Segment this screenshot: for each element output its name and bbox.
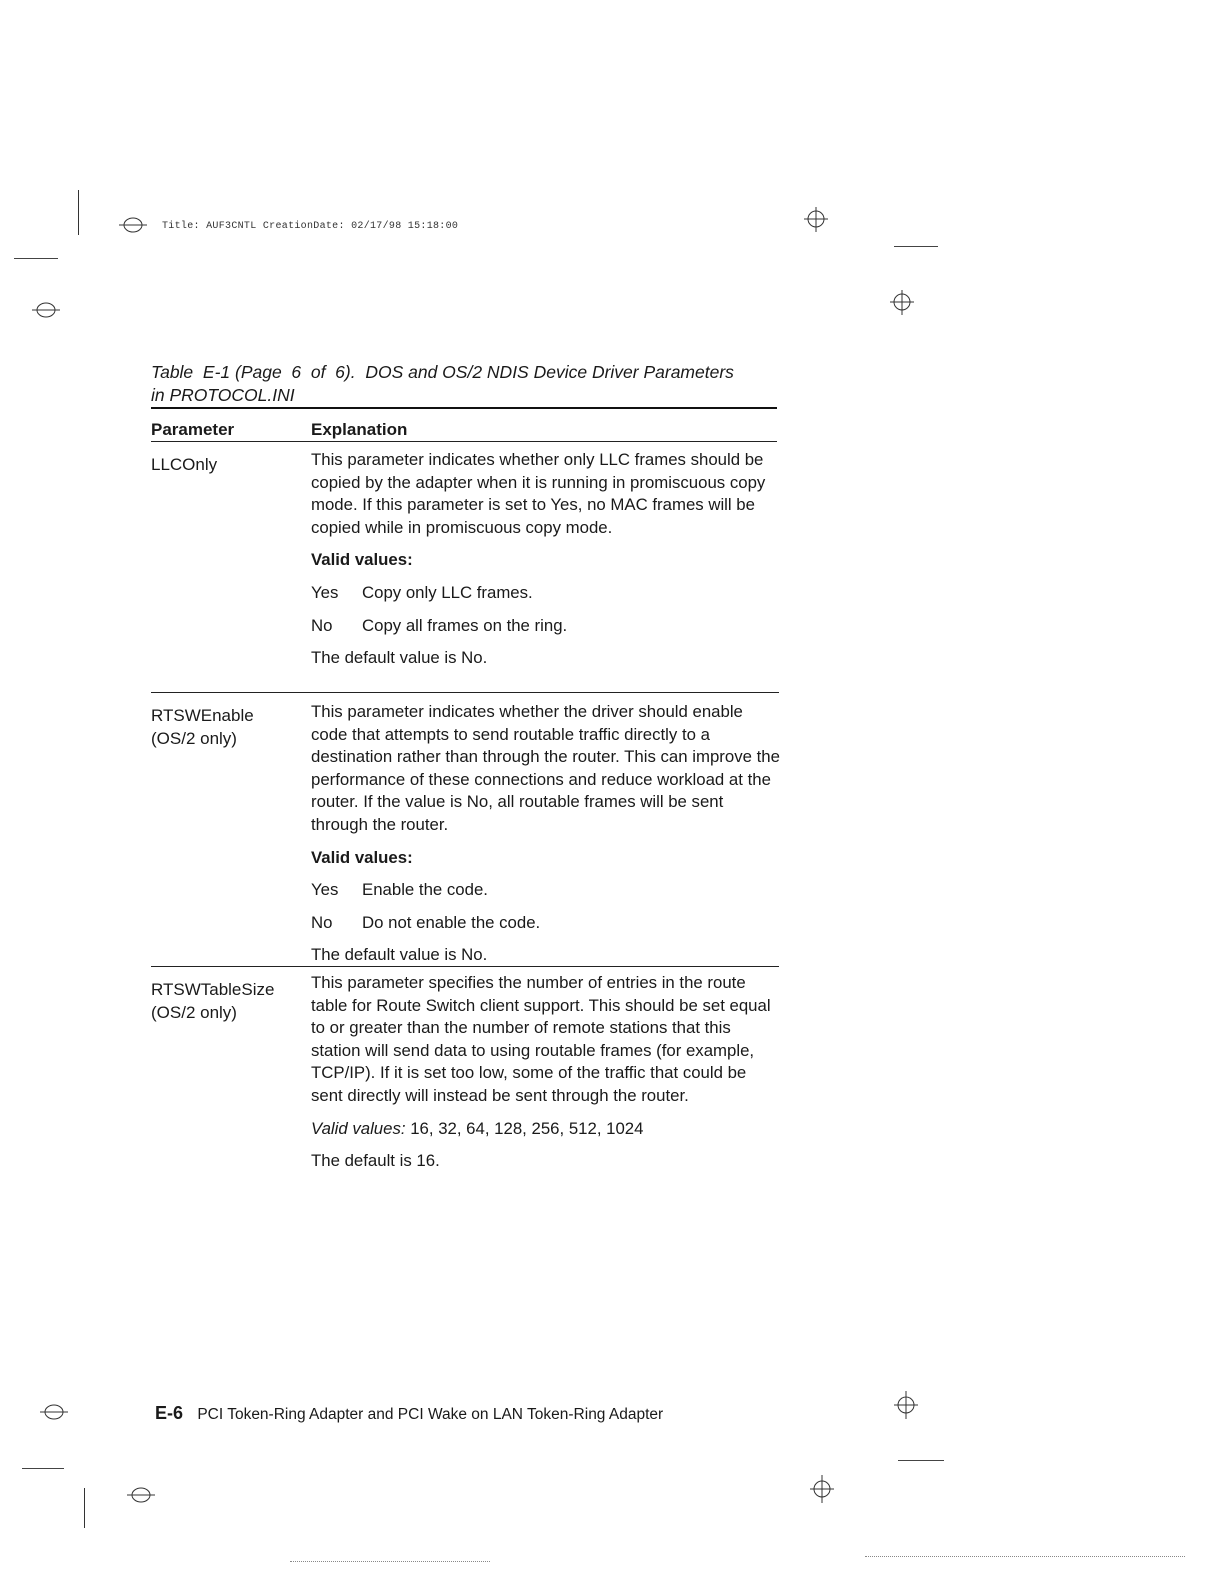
- param-description: This parameter specifies the number of entries in the route table for Route Switch client support. This should be set equal to or greater than the number of remote stations that this station will send data to using routable frames (for example, TCP/IP). If it is set too low, some of the traffic that could be sent directly will instead be sent through the router.: [311, 973, 771, 1105]
- param-description: This parameter indicates whether only LLC frames should be copied by the adapter when it is running in promiscuous copy mode. If this parameter is set to Yes, no MAC frames will be copied while in promiscuous copy mode.: [311, 450, 766, 537]
- valid-values-list: 16, 32, 64, 128, 256, 512, 1024: [410, 1118, 644, 1138]
- slug-date-value: 02/17/98 15:18:00: [351, 221, 459, 232]
- page-footer: [155, 1403, 663, 1424]
- value-text: Copy all frames on the ring.: [362, 615, 568, 635]
- page-number: E-6: [155, 1403, 184, 1423]
- param-note: (OS/2 only): [151, 729, 237, 748]
- param-name: LLCOnly: [151, 455, 218, 474]
- registration-mark-icon: [800, 206, 830, 236]
- table-row-param: [151, 453, 301, 476]
- value-key: Yes: [311, 582, 339, 602]
- valid-value-item: [311, 912, 781, 935]
- param-name: RTSWEnable: [151, 706, 254, 725]
- document-slug: [162, 221, 458, 232]
- caption-line-1: Table E-1 (Page 6 of 6). DOS and OS/2 NDIS Device Driver Parameters: [151, 362, 734, 382]
- registration-mark-icon: [30, 297, 60, 327]
- valid-values-label: Valid values:: [311, 1118, 406, 1138]
- value-text: Do not enable the code.: [362, 912, 541, 932]
- param-note: (OS/2 only): [151, 1003, 237, 1022]
- valid-values-inline: [311, 1118, 781, 1141]
- value-key: Yes: [311, 880, 339, 900]
- default-value: The default is 16.: [311, 1151, 440, 1171]
- caption-line-2: in PROTOCOL.INI: [151, 385, 295, 405]
- valid-values-label: Valid values:: [311, 847, 413, 867]
- row-divider: [151, 966, 779, 967]
- table-top-rule: [151, 407, 777, 409]
- valid-value-item: [311, 615, 781, 638]
- scan-noise-line: [290, 1561, 490, 1562]
- registration-mark-icon: [806, 1474, 836, 1504]
- registration-mark-icon: [890, 1390, 920, 1420]
- default-value: The default value is No.: [311, 648, 488, 668]
- table-row-param: [151, 704, 301, 750]
- crop-mark-right-lower: [898, 1460, 944, 1461]
- default-value: The default value is No.: [311, 945, 488, 965]
- value-text: Copy only LLC frames.: [362, 582, 533, 602]
- table-row-param: [151, 978, 301, 1024]
- param-name: RTSWTableSize: [151, 980, 275, 999]
- valid-values-label: Valid values:: [311, 550, 413, 570]
- table-row-explanation: [311, 449, 781, 680]
- book-title: PCI Token-Ring Adapter and PCI Wake on LAN Token-Ring Adapter: [197, 1406, 664, 1423]
- table-caption: [151, 361, 791, 407]
- crop-mark-top-left: [78, 190, 79, 235]
- crop-mark-bottom-left: [84, 1488, 85, 1528]
- param-description: This parameter indicates whether the driver should enable code that attempts to send routable traffic directly to a destination rather than through the router. This can improve the performance of these connections and reduce workload at the router. If the value is No, all routable frames will be sent through the router.: [311, 702, 780, 834]
- valid-value-item: [311, 879, 781, 902]
- registration-mark-icon: [886, 289, 916, 319]
- column-header-parameter: Parameter: [151, 420, 235, 439]
- value-key: No: [311, 912, 333, 932]
- row-divider: [151, 692, 779, 693]
- slug-title-value: AUF3CNTL: [206, 221, 257, 232]
- slug-date-label: CreationDate:: [262, 221, 345, 232]
- crop-mark-left-lower: [22, 1468, 64, 1469]
- crop-mark-right-upper: [894, 246, 938, 247]
- slug-title-label: Title:: [162, 221, 200, 232]
- header-rule: [151, 441, 777, 442]
- registration-mark-icon: [125, 1482, 155, 1512]
- table-row-explanation: [311, 701, 781, 977]
- table-row-explanation: [311, 972, 781, 1183]
- registration-mark-icon: [117, 212, 147, 242]
- registration-mark-icon: [38, 1399, 68, 1429]
- value-text: Enable the code.: [362, 880, 488, 900]
- value-key: No: [311, 615, 333, 635]
- crop-mark-left-upper: [14, 258, 58, 259]
- valid-value-item: [311, 582, 781, 605]
- column-header-explanation: Explanation: [311, 420, 408, 439]
- scan-noise-line: [865, 1556, 1185, 1557]
